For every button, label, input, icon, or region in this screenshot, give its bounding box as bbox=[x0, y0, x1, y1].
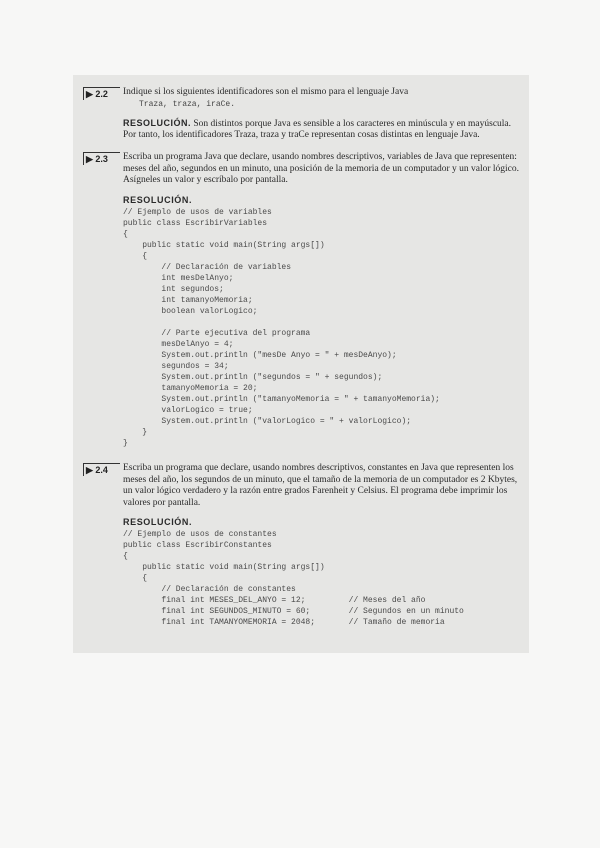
exercise-question: Indique si los siguientes identificadores son el mismo para el lenguaje Java bbox=[123, 87, 409, 97]
code-line: } bbox=[123, 438, 128, 448]
code-line: final int TAMANYOMEMORIA = 2048; // Tamaño de memoria bbox=[123, 618, 445, 627]
identifiers-list: Traza, traza, iraCe. bbox=[139, 99, 236, 109]
code-line: // Declaración de constantes bbox=[123, 585, 296, 594]
code-line: System.out.println ("valorLogico = " + valorLogico); bbox=[123, 416, 412, 426]
exercise-question: Escriba un programa Java que declare, usando nombres descriptivos, variables de Java que representen: meses del año, segundos en un minuto, una posición de la memoria de un computador y un valor lógico. Asígneles un valor y escríbalo por pantalla. bbox=[123, 152, 520, 185]
exercise-number: ▶ 2.4 bbox=[83, 463, 120, 476]
code-line: { bbox=[123, 251, 148, 261]
code-line: { bbox=[123, 552, 128, 561]
code-line: segundos = 34; bbox=[123, 361, 229, 371]
code-line: int tamanyoMemoria; bbox=[123, 295, 253, 305]
exercise-number: ▶ 2.3 bbox=[83, 152, 120, 165]
java-code-listing bbox=[123, 207, 525, 449]
code-line: System.out.println ("tamanyoMemoria = " + tamanyoMemoria); bbox=[123, 394, 440, 404]
code-line: int segundos; bbox=[123, 284, 224, 294]
code-line: // Declaración de variables bbox=[123, 262, 292, 272]
code-line: } bbox=[123, 427, 148, 437]
code-line: System.out.println ("mesDe Anyo = " + mesDeAnyo); bbox=[123, 350, 397, 360]
code-line: // Parte ejecutiva del programa bbox=[123, 328, 311, 338]
code-line: public static void main(String args[]) bbox=[123, 563, 325, 572]
scanned-book-page bbox=[73, 75, 529, 653]
code-line: final int SEGUNDOS_MINUTO = 60; // Segundos en un minuto bbox=[123, 607, 464, 616]
code-line: mesDelAnyo = 4; bbox=[123, 339, 234, 349]
code-line: System.out.println ("segundos = " + segundos); bbox=[123, 372, 383, 382]
exercise-2-4 bbox=[83, 463, 525, 628]
code-line: valorLogico = true; bbox=[123, 405, 253, 415]
code-line: // Ejemplo de usos de variables bbox=[123, 207, 272, 217]
resolution-heading: RESOLUCIÓN. bbox=[123, 194, 193, 205]
code-line: public class EscribirVariables bbox=[123, 218, 268, 228]
exercise-question: Escriba un programa que declare, usando nombres descriptivos, constantes en Java que representen los meses del año, los segundos de un minuto, que el tamaño de la memoria de un computador es 2 Kbytes, un valor lógico verdadero y la razón entre grados Farenheit y Celsius. El programa debe imprimir los valores por pantalla. bbox=[123, 463, 518, 508]
code-line: { bbox=[123, 229, 128, 239]
exercise-number: ▶ 2.2 bbox=[83, 87, 120, 100]
resolution bbox=[123, 517, 525, 628]
code-line: public static void main(String args[]) bbox=[123, 240, 325, 250]
resolution-text: Son distintos porque Java es sensible a los caracteres en minúscula y en mayúscula. Por tanto, los identificadores Traza, traza y traCe representan cosas distintas en lenguaje Java. bbox=[123, 118, 512, 140]
code-line: int mesDelAnyo; bbox=[123, 273, 234, 283]
code-line: // Ejemplo de usos de constantes bbox=[123, 530, 277, 539]
resolution bbox=[123, 195, 525, 449]
exercise-2-2 bbox=[83, 87, 525, 142]
resolution bbox=[123, 118, 525, 142]
code-line: public class EscribirConstantes bbox=[123, 541, 272, 550]
resolution-paragraph bbox=[123, 118, 525, 142]
java-code-listing bbox=[123, 529, 525, 628]
code-line bbox=[123, 317, 525, 328]
code-line: boolean valorLogico; bbox=[123, 306, 258, 316]
exercise-2-3 bbox=[83, 152, 525, 449]
resolution-heading: RESOLUCIÓN. bbox=[123, 517, 193, 527]
code-line: { bbox=[123, 574, 148, 583]
code-line: final int MESES_DEL_ANYO = 12; // Meses del año bbox=[123, 596, 426, 605]
resolution-heading: RESOLUCIÓN. bbox=[123, 117, 192, 128]
code-line: tamanyoMemoria = 20; bbox=[123, 383, 258, 393]
